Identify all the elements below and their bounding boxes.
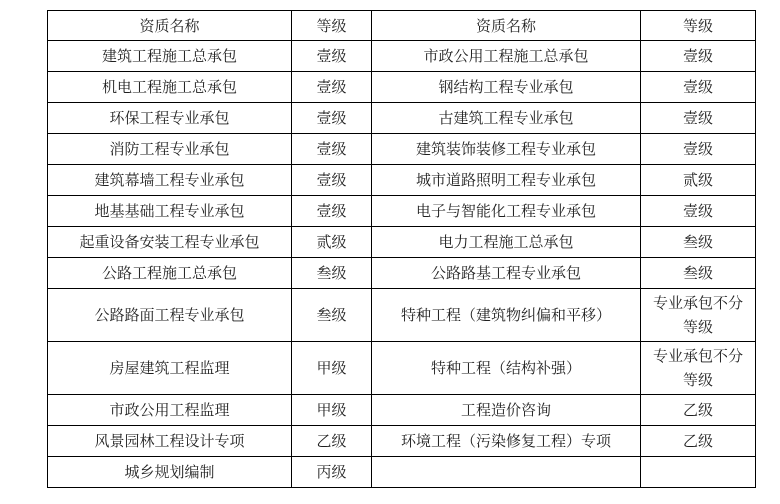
qualification-name-cell: 城乡规划编制 [48,457,292,488]
qualification-name-cell: 公路路基工程专业承包 [372,258,641,289]
qualification-name-cell: 城市道路照明工程专业承包 [372,165,641,196]
level-cell: 甲级 [292,342,372,395]
table-row [48,227,756,258]
level-cell: 甲级 [292,395,372,426]
header-qualification-name-right: 资质名称 [372,11,641,41]
table-row [48,258,756,289]
table-row [48,395,756,426]
table-row [48,134,756,165]
qualification-name-cell: 工程造价咨询 [372,395,641,426]
level-cell: 壹级 [292,196,372,227]
level-cell: 乙级 [292,426,372,457]
header-level-right: 等级 [641,11,756,41]
qualification-name-cell: 公路路面工程专业承包 [48,289,292,342]
table-row [48,289,756,342]
qualification-name-cell: 风景园林工程设计专项 [48,426,292,457]
qualification-name-cell [372,457,641,488]
qualification-name-cell: 市政公用工程施工总承包 [372,41,641,72]
level-cell: 壹级 [292,72,372,103]
qualification-name-cell: 消防工程专业承包 [48,134,292,165]
qualification-name-cell: 钢结构工程专业承包 [372,72,641,103]
table-row [48,196,756,227]
level-cell: 乙级 [641,395,756,426]
qualification-name-cell: 建筑幕墙工程专业承包 [48,165,292,196]
level-cell: 壹级 [641,41,756,72]
level-cell: 壹级 [292,165,372,196]
qualification-name-cell: 建筑工程施工总承包 [48,41,292,72]
table-row [48,72,756,103]
table-row [48,41,756,72]
level-cell: 叁级 [641,258,756,289]
level-cell: 壹级 [641,134,756,165]
level-cell: 丙级 [292,457,372,488]
level-cell: 壹级 [641,196,756,227]
level-cell: 乙级 [641,426,756,457]
level-cell: 专业承包不分等级 [641,289,756,342]
table-row [48,165,756,196]
qualification-name-cell: 电子与智能化工程专业承包 [372,196,641,227]
qualification-name-cell: 机电工程施工总承包 [48,72,292,103]
qualification-name-cell: 市政公用工程监理 [48,395,292,426]
table-row [48,457,756,488]
level-cell: 叁级 [292,289,372,342]
header-qualification-name-left: 资质名称 [48,11,292,41]
level-cell: 壹级 [641,103,756,134]
header-row [48,11,756,41]
qualification-name-cell: 地基基础工程专业承包 [48,196,292,227]
table-row [48,103,756,134]
table-row [48,426,756,457]
qualification-name-cell: 电力工程施工总承包 [372,227,641,258]
header-level-left: 等级 [292,11,372,41]
qualification-name-cell: 建筑装饰装修工程专业承包 [372,134,641,165]
level-cell: 贰级 [292,227,372,258]
qualification-name-cell: 环保工程专业承包 [48,103,292,134]
level-cell: 贰级 [641,165,756,196]
qualification-name-cell: 特种工程（建筑物纠偏和平移） [372,289,641,342]
level-cell: 专业承包不分等级 [641,342,756,395]
level-cell: 壹级 [641,72,756,103]
qualification-name-cell: 古建筑工程专业承包 [372,103,641,134]
level-cell: 壹级 [292,103,372,134]
level-cell: 叁级 [292,258,372,289]
qualification-name-cell: 房屋建筑工程监理 [48,342,292,395]
qualification-table [47,10,756,488]
level-cell: 壹级 [292,41,372,72]
qualification-name-cell: 特种工程（结构补强） [372,342,641,395]
table-row [48,342,756,395]
qualification-name-cell: 公路工程施工总承包 [48,258,292,289]
level-cell: 壹级 [292,134,372,165]
level-cell [641,457,756,488]
qualification-name-cell: 起重设备安装工程专业承包 [48,227,292,258]
qualification-name-cell: 环境工程（污染修复工程）专项 [372,426,641,457]
level-cell: 叁级 [641,227,756,258]
